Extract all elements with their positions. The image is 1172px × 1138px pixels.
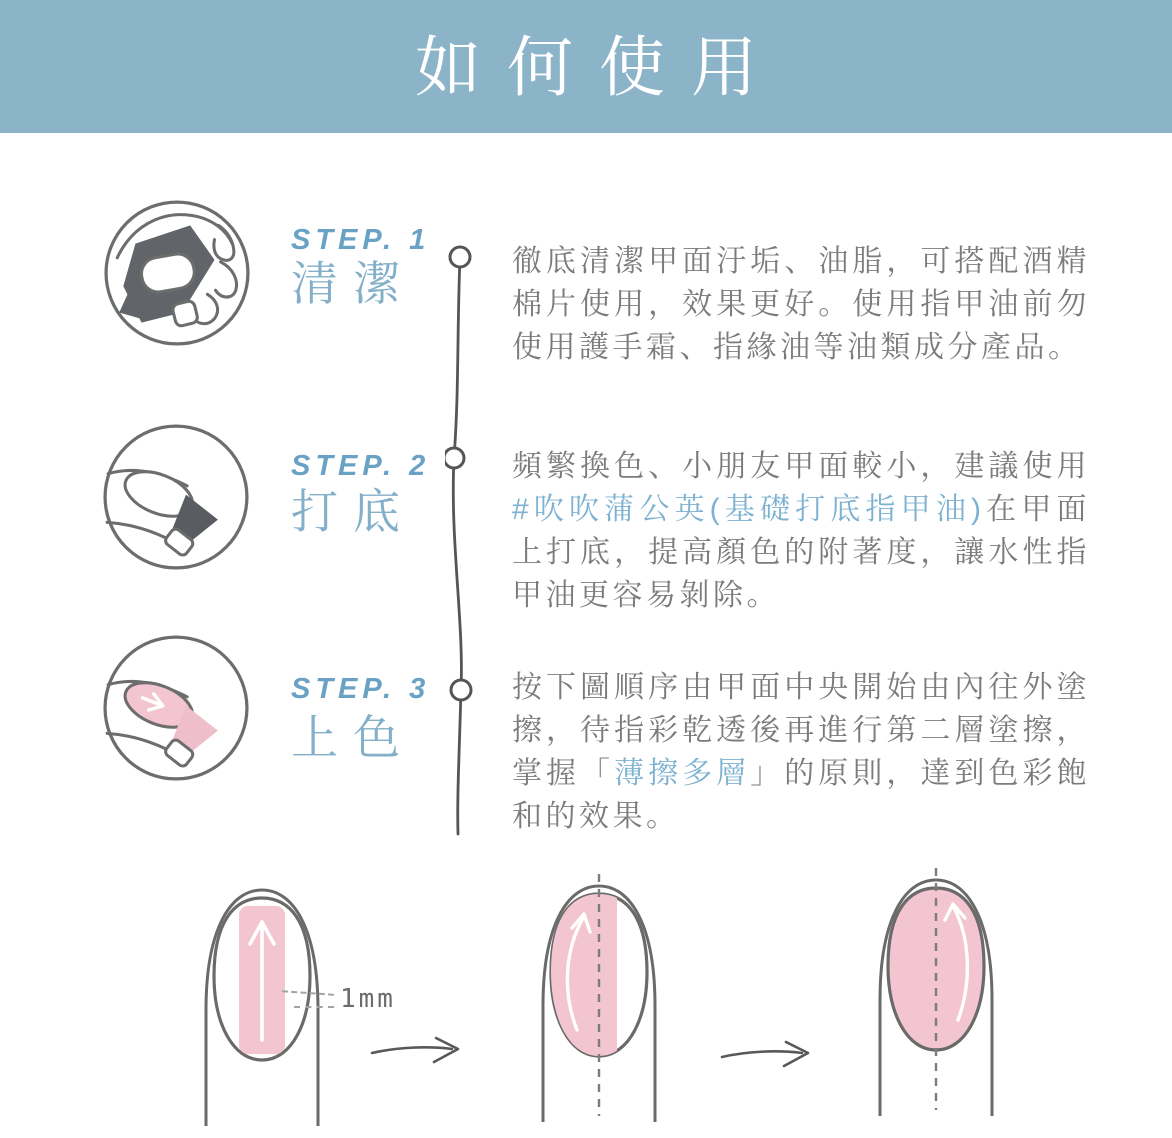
timeline-node-3 bbox=[451, 680, 471, 700]
gap-size-label: 1mm bbox=[340, 984, 396, 1014]
step2-description: 頻繁換色、小朋友甲面較小，建議使用#吹吹蒲公英(基礎打底指甲油)在甲面上打底，提高顏色的附著度，讓水性指甲油更容易剝除。 bbox=[512, 450, 1090, 612]
cotton-pad-wipe-icon bbox=[101, 197, 253, 349]
next-stage-arrow-2 bbox=[718, 1038, 818, 1070]
step1-label: STEP. 1 bbox=[291, 224, 431, 256]
base-coat-brush-icon bbox=[100, 421, 252, 573]
step3-label: STEP. 3 bbox=[291, 673, 431, 705]
step2-label: STEP. 2 bbox=[291, 450, 431, 482]
gap-leader-line-bottom bbox=[294, 1006, 334, 1008]
step3-name: 上色 bbox=[291, 711, 415, 764]
timeline-node-1 bbox=[450, 247, 470, 267]
steps-timeline bbox=[445, 242, 475, 842]
step2-name: 打底 bbox=[291, 485, 415, 538]
step3-description: 按下圖順序由甲面中央開始由內往外塗擦，待指彩乾透後再進行第二層塗擦，掌握「薄擦多層」的原則，達到色彩飽和的效果。 bbox=[512, 671, 1090, 833]
nail-diagram-stage3 bbox=[866, 866, 1006, 1116]
nail-diagram-stage1 bbox=[192, 876, 332, 1126]
step1-description: 徹底清潔甲面汙垢、油脂，可搭配酒精棉片使用，效果更好。使用指甲油前勿使用護手霜、指緣油等油類成分產品。 bbox=[512, 245, 1090, 364]
step1-name: 清潔 bbox=[291, 257, 415, 310]
color-polish-brush-icon bbox=[100, 632, 252, 784]
next-stage-arrow-1 bbox=[368, 1034, 468, 1066]
page-title: 如何使用 bbox=[415, 29, 783, 104]
timeline-node-2 bbox=[445, 448, 464, 468]
nail-diagram-stage2 bbox=[529, 872, 669, 1122]
header-banner bbox=[0, 0, 1172, 133]
